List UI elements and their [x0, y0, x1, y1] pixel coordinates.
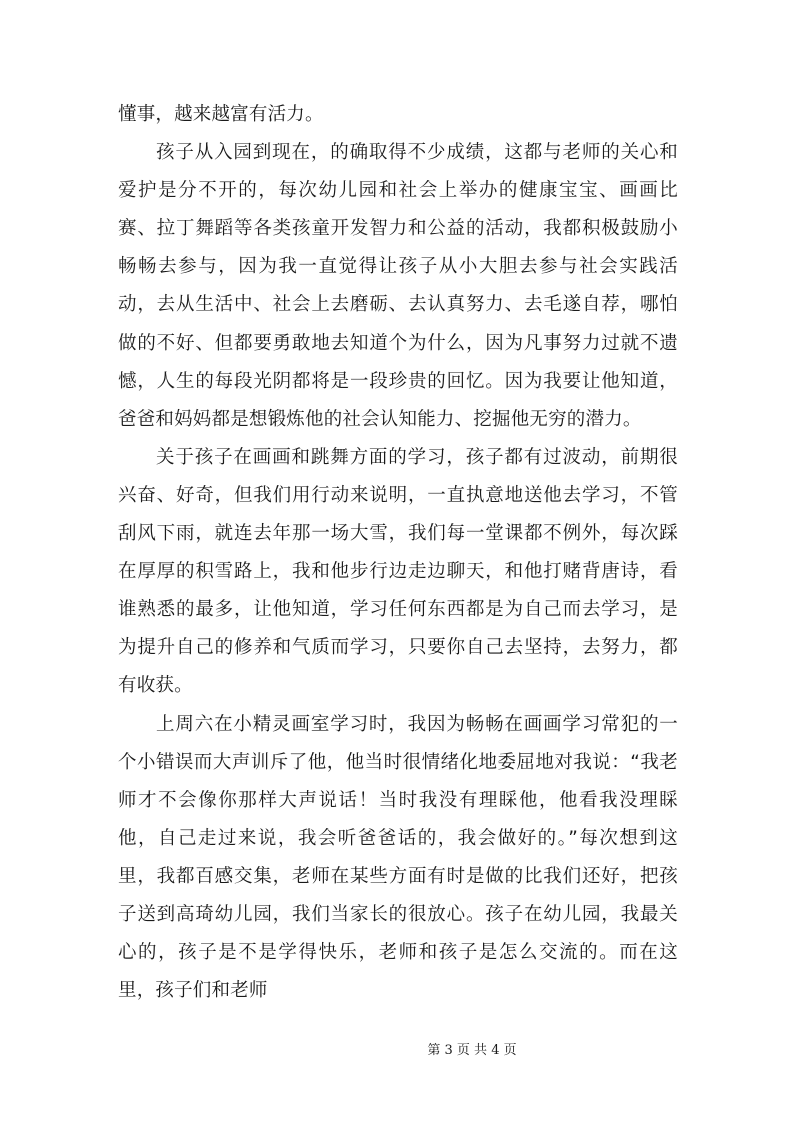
document-body [118, 96, 678, 1010]
paragraph-learning: 关于孩子在画画和跳舞方面的学习，孩子都有过波动，前期很兴奋、好奇，但我们用行动来说明，一直执意地送他去学习，不管刮风下雨，就连去年那一场大雪，我们每一堂课都不例外，每次踩在厚厚的积雪路上，我和他步行边走边聊天，和他打赌背唐诗，看谁熟悉的最多，让他知道，学习任何东西都是为自己而去学习，是为提升自己的修养和气质而学习，只要你自己去坚持，去努力，都有收获。 [118, 446, 678, 697]
page-footer: 第 3 页 共 4 页 [427, 1043, 517, 1058]
paragraph-anecdote: 上周六在小精灵画室学习时，我因为畅畅在画画学习常犯的一个小错误而大声训斥了他，他当时很情绪化地委屈地对我说：“我老师才不会像你那样大声说话！当时我没有理睬他，他看我没理睬他，自己走过来说，我会听爸爸话的，我会做好的。”每次想到这里，我都百感交集，老师在某些方面有时是做的比我们还好，把孩子送到高琦幼儿园，我们当家长的很放心。孩子在幼儿园，我最关心的，孩子是不是学得快乐，老师和孩子是怎么交流的。而在这里，孩子们和老师 [118, 713, 678, 1002]
paragraph-achievements: 孩子从入园到现在，的确取得不少成绩，这都与老师的关心和爱护是分不开的，每次幼儿园和社会上举办的健康宝宝、画画比赛、拉丁舞蹈等各类孩童开发智力和公益的活动，我都积极鼓励小畅畅去参与，因为我一直觉得让孩子从小大胆去参与社会实践活动，去从生活中、社会上去磨砺、去认真努力、去毛遂自荐，哪怕做的不好、但都要勇敢地去知道个为什么，因为凡事努力过就不遗憾，人生的每段光阴都将是一段珍贵的回忆。因为我要让他知道，爸爸和妈妈都是想锻炼他的社会认知能力、挖掘他无穷的潜力。 [118, 142, 678, 430]
paragraph-continuation: 懂事，越来越富有活力。 [118, 104, 324, 125]
